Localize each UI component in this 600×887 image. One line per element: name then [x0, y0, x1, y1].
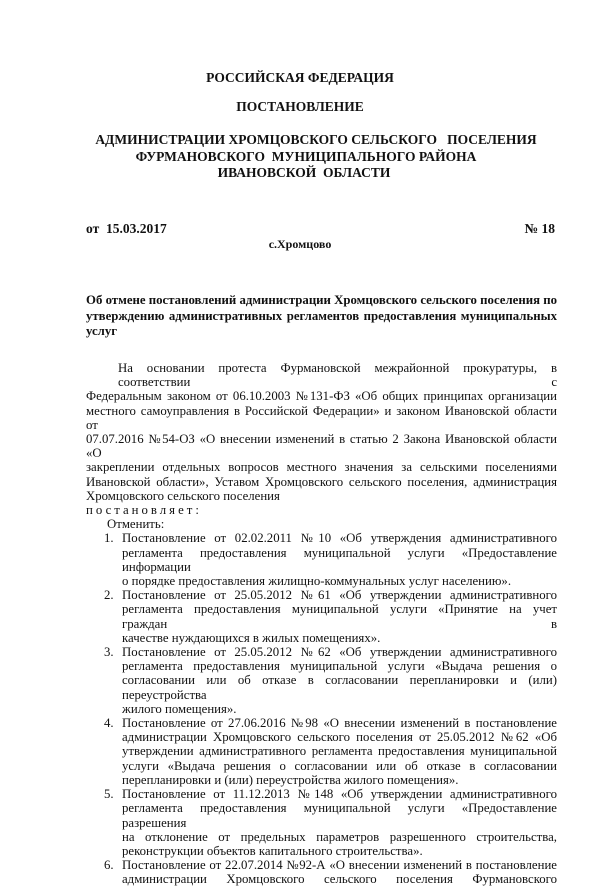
- list-item-line: регламента предоставления муниципальной услуги «Предоставление разрешения: [122, 801, 557, 830]
- preamble-line: 07.07.2016 №54-ОЗ «О внесении изменений в статью 2 Закона Ивановской области «О: [86, 432, 557, 461]
- list-item-line: администрации Хромцовского сельского поселения от 25.05.2012 №62 «Об: [122, 730, 557, 745]
- preamble-line: На основании протеста Фурмановской межрайонной прокуратуры, в соответствии с: [118, 361, 557, 390]
- document-subject: [86, 293, 557, 340]
- authority-line-2: ФУРМАНОВСКОГО МУНИЦИПАЛЬНОГО РАЙОНА: [135, 149, 477, 164]
- list-item-line: перепланировки и (или) переустройства жилого помещения».: [122, 772, 459, 787]
- list-item-line: Постановление от 11.12.2013 №148 «Об утверждении административного: [122, 787, 557, 802]
- document-number: № 18: [524, 221, 555, 236]
- list-item-line: регламента предоставления муниципальной услуги «Принятие на учет граждан в: [122, 602, 557, 631]
- list-item-line: жилого помещения».: [122, 701, 237, 716]
- cancelled-resolutions-list: [86, 531, 557, 886]
- cancel-label: Отменить:: [107, 517, 165, 532]
- preamble-line: местного самоуправления в Российской Федерации» и законом Ивановской области от: [86, 403, 557, 432]
- preamble-line: Хромцовского сельского поселения: [86, 488, 280, 503]
- list-item-number: 5.: [104, 787, 114, 802]
- list-item-line: утверждении административного регламента предоставления муниципальной: [122, 744, 557, 759]
- list-item-number: 1.: [104, 531, 114, 546]
- list-item: [86, 588, 557, 645]
- list-item-line: на отклонение от предельных параметров разрешенного строительства,: [122, 829, 557, 844]
- list-item-line: регламента предоставления муниципальной услуги «Предоставление информации: [122, 545, 557, 574]
- list-item-line: услуги «Выдача решения о согласовании или об отказе в согласовании: [122, 758, 557, 773]
- list-item-number: 4.: [104, 716, 114, 731]
- list-item: [86, 858, 557, 886]
- list-item: [86, 716, 557, 787]
- list-item-line: Постановление от 02.02.2011 №10 «Об утверждения административного: [122, 531, 557, 546]
- list-item-line: реконструкции объектов капитального строительства».: [122, 843, 423, 858]
- list-item-number: 6.: [104, 858, 114, 873]
- list-item-line: Постановление от 25.05.2012 №61 «Об утверждении административного: [122, 588, 557, 603]
- resolves-word: постановляет:: [86, 503, 202, 518]
- list-item-line: Постановление от 25.05.2012 №62 «Об утверждении административного: [122, 645, 557, 660]
- subject-line: Об отмене постановлений администрации Хромцовского сельского поселения по: [86, 293, 557, 307]
- authority-line-1: АДМИНИСТРАЦИИ ХРОМЦОВСКОГО СЕЛЬСКОГО ПОСЕЛЕНИЯ: [95, 132, 537, 147]
- list-item-line: администрации Хромцовского сельского поселения Фурмановского: [122, 872, 557, 887]
- document-body: [86, 361, 557, 887]
- list-item-line: регламента предоставления муниципальной услуги «Выдача решения о: [122, 659, 557, 674]
- list-item: [86, 531, 557, 588]
- document-place: с.Хромцово: [268, 237, 332, 251]
- document-type-heading: ПОСТАНОВЛЕНИЕ: [236, 99, 364, 114]
- list-item-number: 2.: [104, 588, 114, 603]
- list-item-line: Постановление от 27.06.2016 №98 «О внесении изменений в постановление: [122, 716, 557, 731]
- list-item-line: о порядке предоставления жилищно-коммунальных услуг населению».: [122, 574, 512, 589]
- authority-line-3: ИВАНОВСКОЙ ОБЛАСТИ: [217, 165, 391, 180]
- preamble-line: закреплении отдельных вопросов местного значения за сельскими поселениями: [86, 460, 557, 475]
- list-item-number: 3.: [104, 645, 114, 660]
- list-item-line: согласовании или об отказе в согласовании перепланировки и (или) переустройства: [122, 673, 557, 702]
- list-item: [86, 787, 557, 858]
- subject-line: утверждению административных регламентов предоставления муниципальных: [86, 308, 557, 323]
- list-item-line: Постановление от 22.07.2014 №92-А «О внесении изменений в постановление: [122, 858, 557, 873]
- subject-line: услуг: [86, 324, 118, 338]
- preamble-line: Федеральным законом от 06.10.2003 №131-ФЗ «Об общих принципах организации: [86, 389, 557, 404]
- preamble-line: Ивановской области», Уставом Хромцовского сельского поселения, администрация: [86, 474, 557, 489]
- document-date: от 15.03.2017: [86, 221, 167, 236]
- country-heading: РОССИЙСКАЯ ФЕДЕРАЦИЯ: [206, 70, 394, 85]
- list-item-line: качестве нуждающихся в жилых помещениях».: [122, 630, 381, 645]
- list-item: [86, 645, 557, 716]
